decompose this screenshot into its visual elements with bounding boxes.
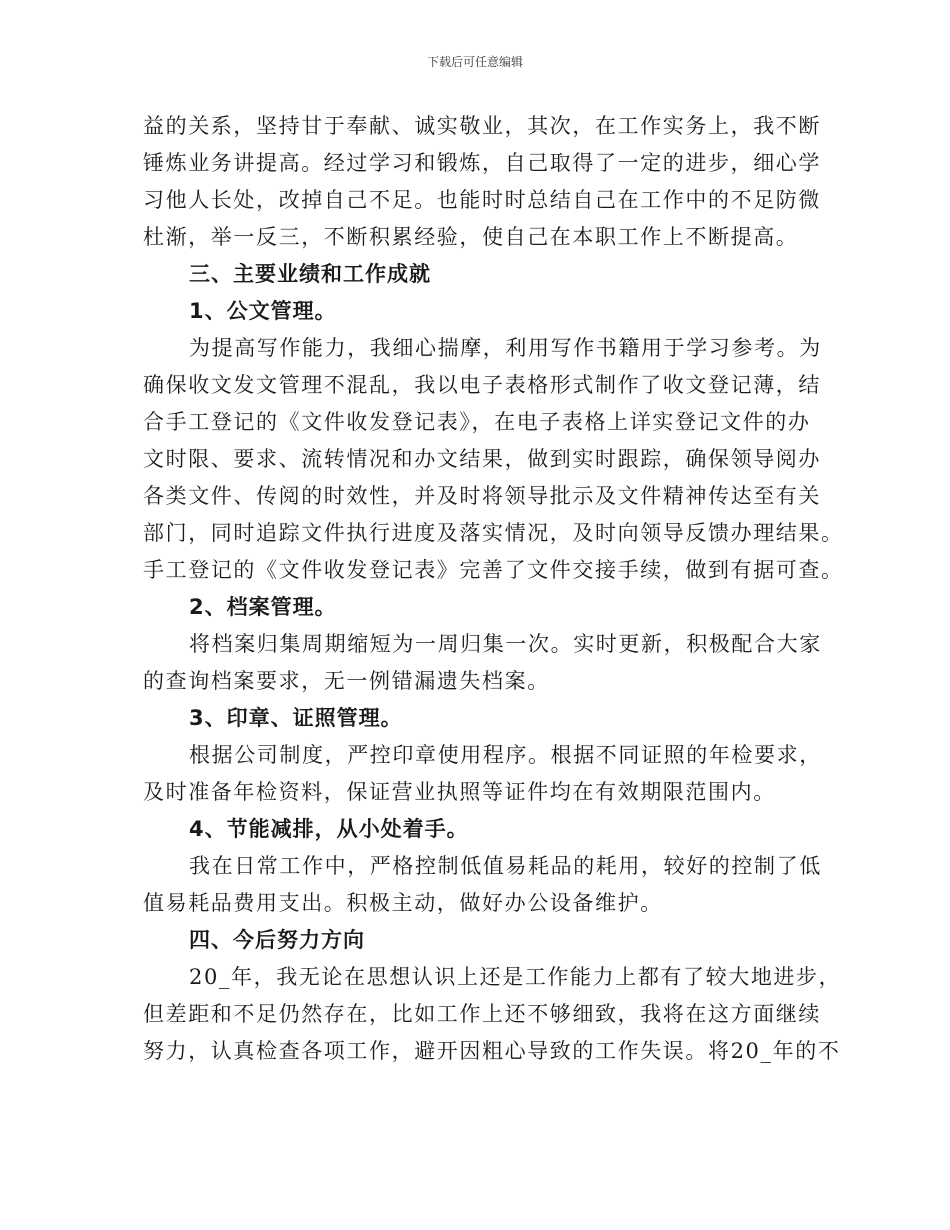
text-line: 部门，同时追踪文件执行进度及落实情况，及时向领导反馈办理结果。 xyxy=(143,521,844,545)
text-line: 努力，认真检查各项工作，避开因粗心导致的工作失误。将20_年的不 xyxy=(143,1039,841,1063)
section-heading: 三、主要业绩和工作成就 xyxy=(189,262,431,286)
document-body xyxy=(143,108,844,1070)
text-line: 但差距和不足仍然存在，比如工作上还不够细致，我将在这方面继续 xyxy=(143,1002,821,1026)
text-line: 习他人长处，改掉自己不足。也能时时总结自己在工作中的不足防微 xyxy=(143,188,821,212)
text-line: 20_年，我无论在思想认识上还是工作能力上都有了较大地进步， xyxy=(189,965,842,989)
text-line: 杜渐，举一反三，不断积累经验，使自己在本职工作上不断提高。 xyxy=(143,225,799,249)
text-line: 值易耗品费用支出。积极主动，做好办公设备维护。 xyxy=(143,891,663,915)
text-line: 的查询档案要求，无一例错漏遗失档案。 xyxy=(143,669,550,693)
text-line: 将档案归集周期缩短为一周归集一次。实时更新，积极配合大家 xyxy=(189,632,822,656)
section-heading: 四、今后努力方向 xyxy=(189,928,365,952)
text-line: 益的关系，坚持甘于奉献、诚实敬业，其次，在工作实务上，我不断 xyxy=(143,114,821,138)
text-line: 确保收文发文管理不混乱，我以电子表格形式制作了收文登记薄，结 xyxy=(143,373,821,397)
subsection-heading: 2、档案管理。 xyxy=(189,595,337,619)
text-line: 锤炼业务讲提高。经过学习和锻炼，自己取得了一定的进步，细心学 xyxy=(143,151,821,175)
text-line: 我在日常工作中，严格控制低值易耗品的耗用，较好的控制了低 xyxy=(189,854,822,878)
text-line: 手工登记的《文件收发登记表》完善了文件交接手续，做到有据可查。 xyxy=(143,558,844,582)
text-line: 为提高写作能力，我细心揣摩，利用写作书籍用于学习参考。为 xyxy=(189,336,822,360)
text-line: 根据公司制度，严控印章使用程序。根据不同证照的年检要求， xyxy=(189,743,822,767)
text-line: 文时限、要求、流转情况和办文结果，做到实时跟踪，确保领导阅办 xyxy=(143,447,821,471)
text-line: 合手工登记的《文件收发登记表》，在电子表格上详实登记文件的办 xyxy=(143,410,811,434)
subsection-heading: 1、公文管理。 xyxy=(189,299,337,323)
subsection-heading: 4、节能减排，从小处着手。 xyxy=(189,817,469,841)
text-line: 及时准备年检资料，保证营业执照等证件均在有效期限范围内。 xyxy=(143,780,776,804)
page-header: 下载后可任意编辑 xyxy=(426,55,523,69)
text-line: 各类文件、传阅的时效性，并及时将领导批示及文件精神传达至有关 xyxy=(143,484,821,508)
subsection-heading: 3、印章、证照管理。 xyxy=(189,706,403,730)
